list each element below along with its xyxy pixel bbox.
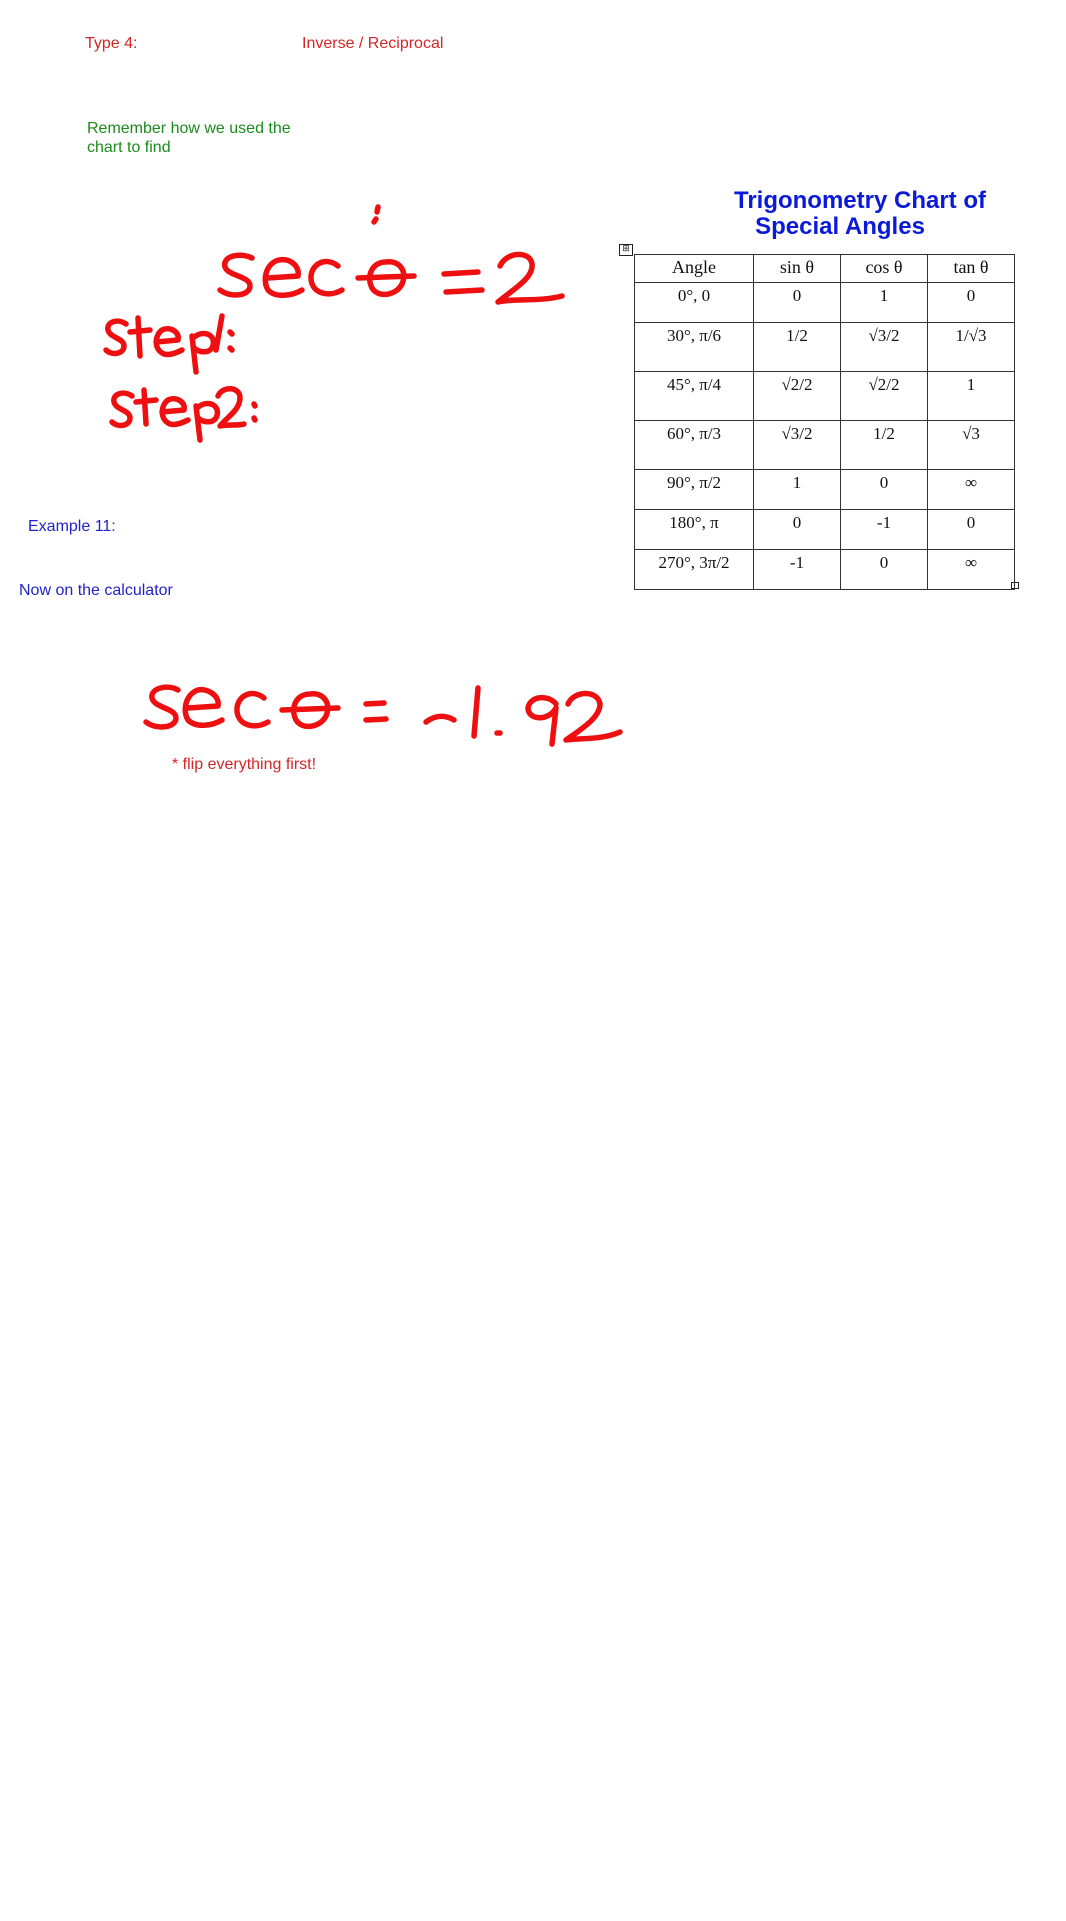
example-label: Example 11: (28, 518, 116, 535)
table-row (635, 283, 1015, 323)
tan-cell: ∞ (928, 470, 1015, 510)
handwriting-equation-1 (220, 254, 562, 302)
tan-cell: 1/√3 (928, 323, 1015, 372)
tan-cell: ∞ (928, 550, 1015, 590)
handwriting-equation-2 (146, 687, 620, 744)
table-row (635, 550, 1015, 590)
header-cos: cos θ (841, 255, 928, 283)
cos-cell: 0 (841, 550, 928, 590)
cos-cell: -1 (841, 510, 928, 550)
table-row (635, 372, 1015, 421)
header-sin: sin θ (754, 255, 841, 283)
ink-tick-mark (374, 207, 378, 222)
handwriting-step-1 (106, 316, 232, 372)
sin-cell: 0 (754, 510, 841, 550)
angle-cell: 180°, π (635, 510, 754, 550)
tan-cell: 1 (928, 372, 1015, 421)
angle-cell: 0°, 0 (635, 283, 754, 323)
table-row (635, 510, 1015, 550)
sin-cell: -1 (754, 550, 841, 590)
tan-cell: 0 (928, 510, 1015, 550)
cos-cell: 0 (841, 470, 928, 510)
table-row (635, 421, 1015, 470)
chart-title-line-2: Special Angles (755, 213, 925, 240)
angle-cell: 90°, π/2 (635, 470, 754, 510)
sin-cell: 0 (754, 283, 841, 323)
remember-note: Remember how we used the chart to find (87, 120, 291, 156)
cos-cell: √2/2 (841, 372, 928, 421)
chart-title-line-1: Trigonometry Chart of (733, 187, 986, 214)
angle-cell: 60°, π/3 (635, 421, 754, 470)
tan-cell: 0 (928, 283, 1015, 323)
handwriting-step-2 (112, 389, 255, 440)
header-angle: Angle (635, 255, 754, 283)
cos-cell: √3/2 (841, 323, 928, 372)
type-name: Inverse / Reciprocal (302, 35, 444, 52)
sin-cell: 1/2 (754, 323, 841, 372)
angle-cell: 45°, π/4 (635, 372, 754, 421)
table-move-handle-icon[interactable]: ⊞ (619, 244, 633, 256)
calculator-label: Now on the calculator (19, 582, 173, 599)
table-row (635, 323, 1015, 372)
angle-cell: 270°, 3π/2 (635, 550, 754, 590)
special-angles-table (634, 254, 1015, 590)
flip-note: * flip everything first! (172, 756, 317, 773)
chart-title (660, 188, 1060, 240)
header-tan: tan θ (928, 255, 1015, 283)
table-row (635, 470, 1015, 510)
sin-cell: √3/2 (754, 421, 841, 470)
sin-cell: 1 (754, 470, 841, 510)
sin-cell: √2/2 (754, 372, 841, 421)
cos-cell: 1/2 (841, 421, 928, 470)
angle-cell: 30°, π/6 (635, 323, 754, 372)
type-label: Type 4: (85, 35, 138, 52)
tan-cell: √3 (928, 421, 1015, 470)
cos-cell: 1 (841, 283, 928, 323)
